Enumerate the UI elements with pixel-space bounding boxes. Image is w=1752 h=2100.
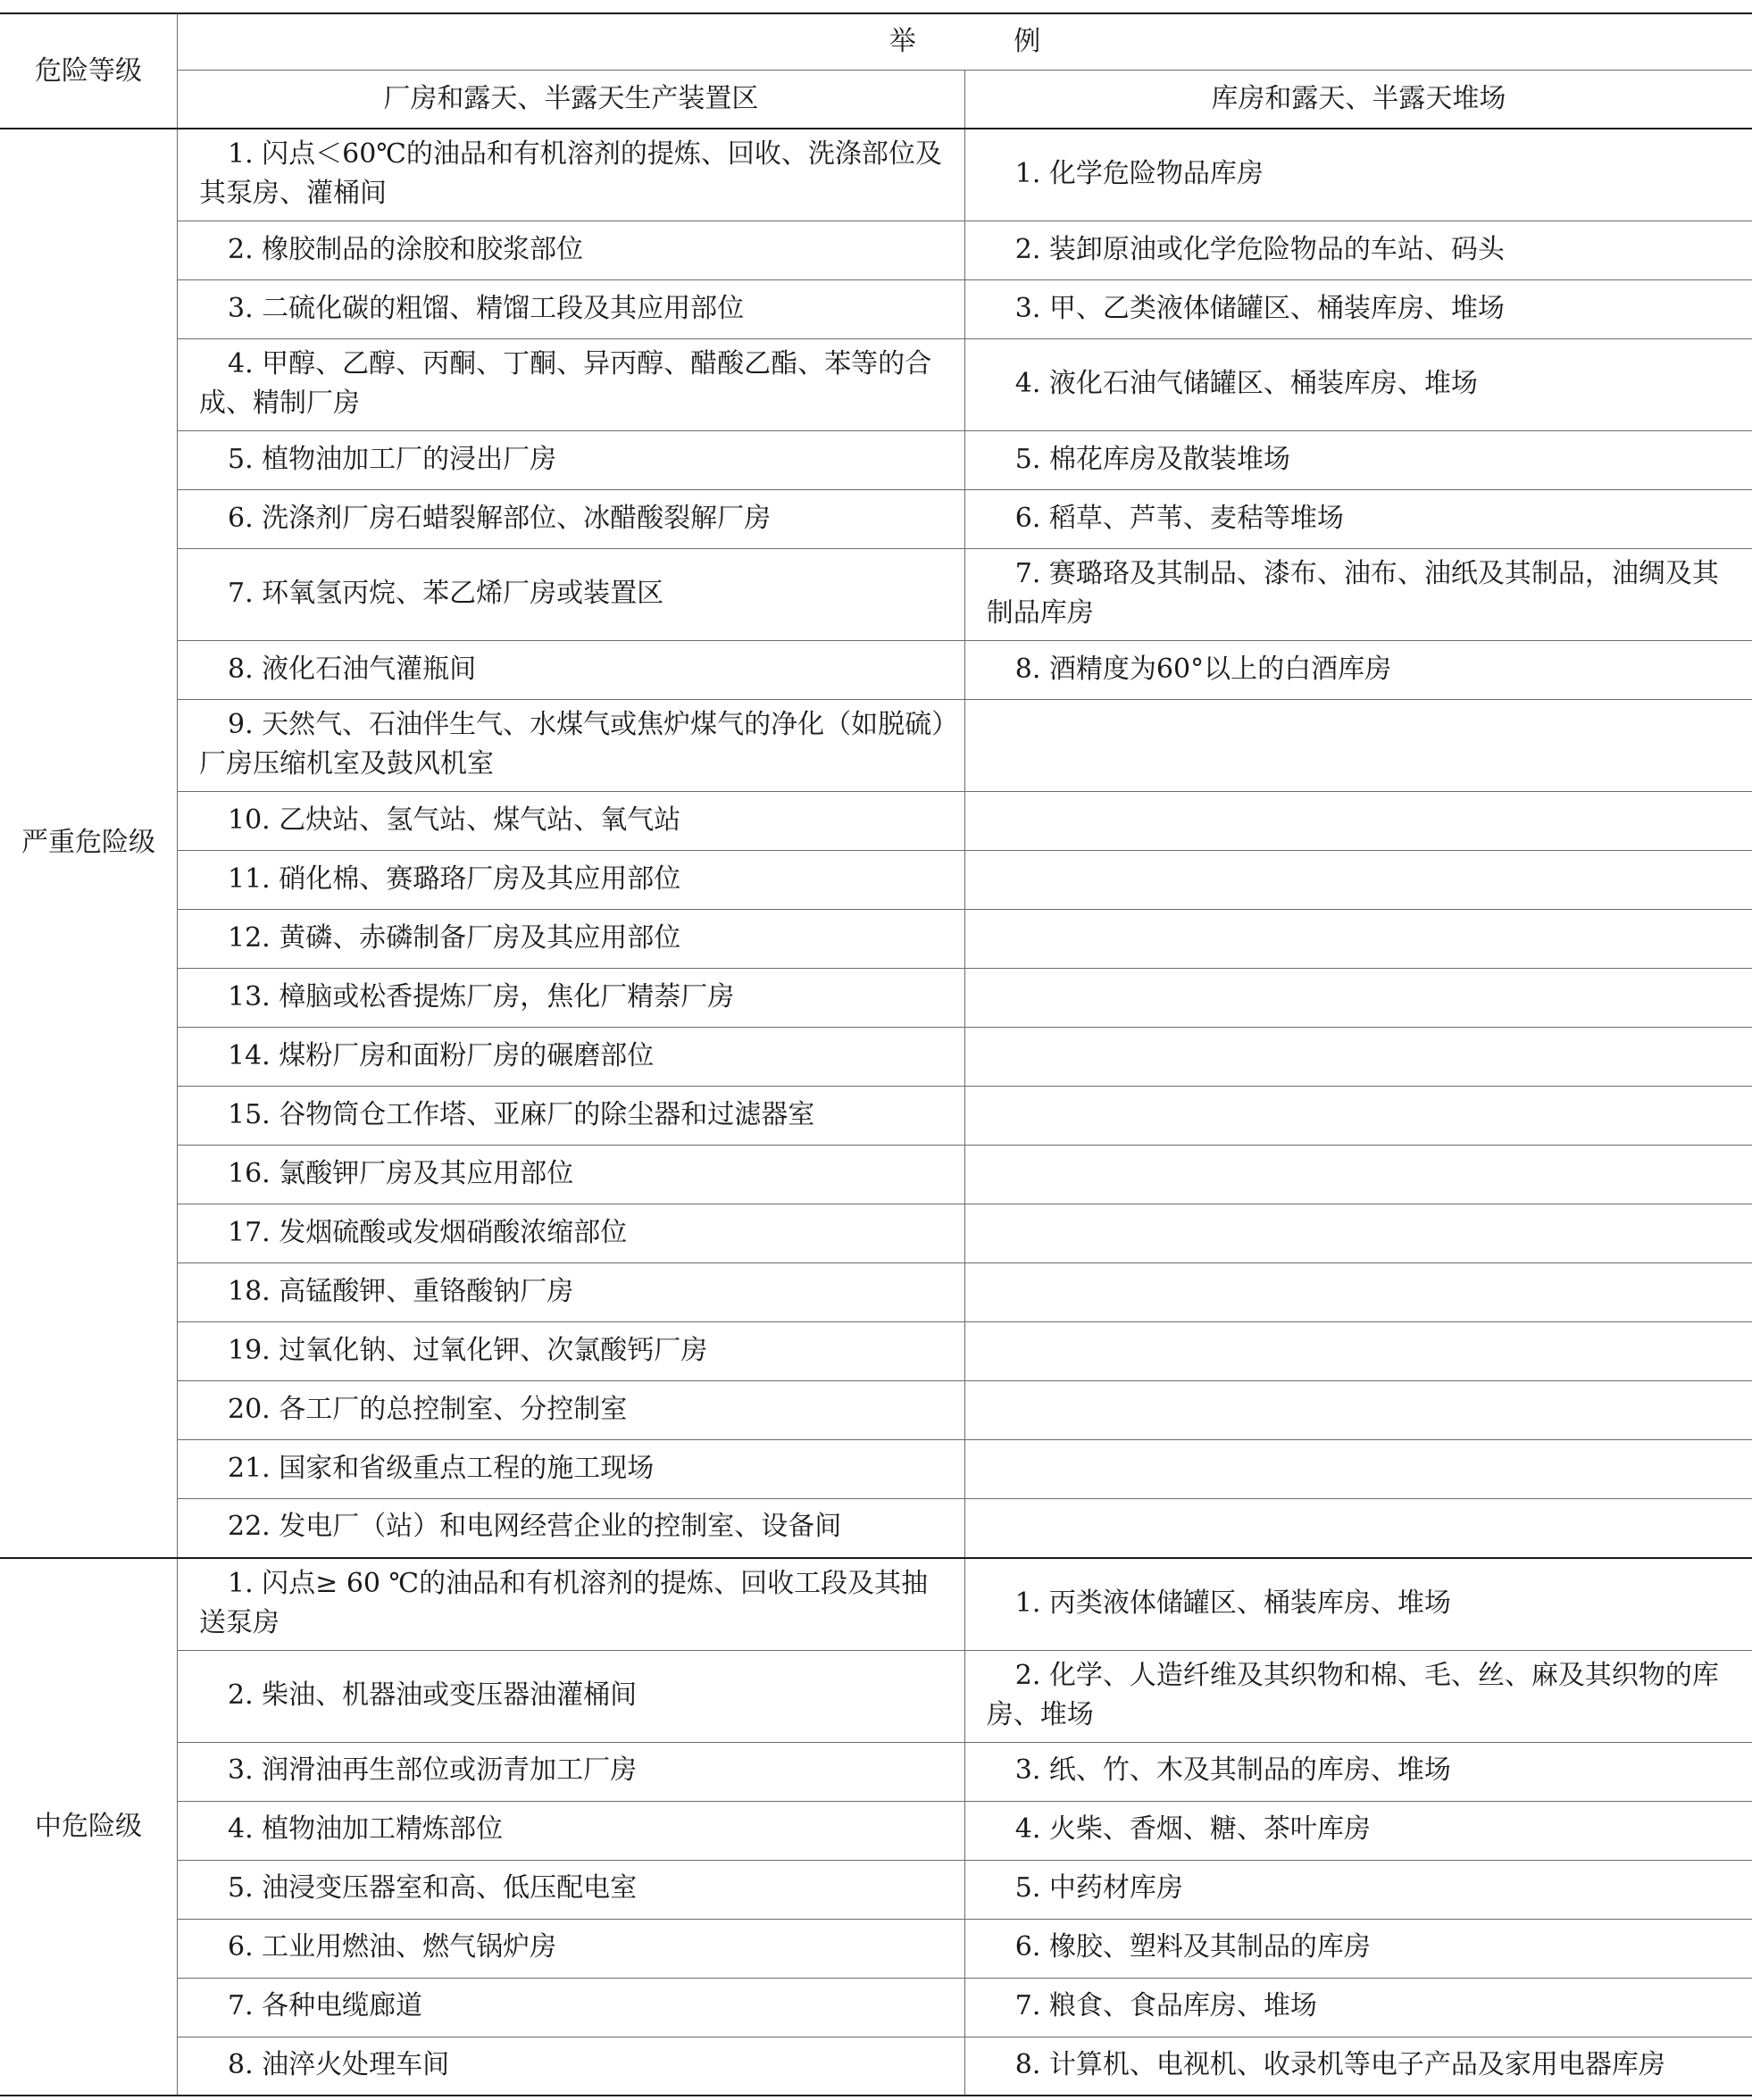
storage-area-text: 1. 化学危险物品库房 bbox=[1014, 158, 1264, 189]
production-area-cell bbox=[178, 792, 965, 851]
storage-area-cell bbox=[964, 969, 1752, 1028]
production-area-cell bbox=[178, 490, 965, 549]
storage-area-text bbox=[965, 739, 1752, 752]
storage-area-cell bbox=[964, 549, 1752, 641]
production-area-cell bbox=[178, 221, 965, 280]
production-area-text: 1. 闪点＜60℃的油品和有机溶剂的提炼、回收、洗涤部位及其泵房、灌桶间 bbox=[199, 138, 942, 209]
storage-area-cell bbox=[964, 431, 1752, 490]
production-area-cell bbox=[178, 549, 965, 641]
production-area-text: 2. 柴油、机器油或变压器油灌桶间 bbox=[228, 1679, 638, 1711]
production-area-text: 8. 油淬火处理车间 bbox=[228, 2048, 450, 2080]
storage-area-text: 5. 中药材库房 bbox=[1014, 1872, 1183, 1904]
table-row bbox=[0, 549, 1752, 641]
storage-area-text bbox=[965, 1346, 1752, 1358]
storage-area-cell bbox=[964, 851, 1752, 910]
production-area-text: 2. 橡胶制品的涂胶和胶浆部位 bbox=[228, 233, 584, 265]
production-area-cell bbox=[178, 1087, 965, 1146]
storage-area-text bbox=[965, 1051, 1752, 1063]
storage-area-text bbox=[965, 1521, 1752, 1534]
production-area-cell bbox=[178, 1204, 965, 1263]
storage-area-cell bbox=[964, 1919, 1752, 1978]
production-area-cell bbox=[178, 910, 965, 969]
storage-area-text: 5. 棉花库房及散装堆场 bbox=[1014, 443, 1290, 475]
storage-area-text bbox=[965, 1169, 1752, 1181]
table-row bbox=[0, 1322, 1752, 1381]
production-area-text: 11. 硝化棉、赛璐珞厂房及其应用部位 bbox=[228, 862, 681, 895]
table-row bbox=[0, 1204, 1752, 1263]
storage-area-text: 2. 装卸原油或化学危险物品的车站、码头 bbox=[1014, 233, 1505, 265]
production-area-text: 7. 各种电缆廊道 bbox=[228, 1990, 423, 2021]
table-row bbox=[0, 1801, 1752, 1860]
table-row bbox=[0, 1742, 1752, 1801]
storage-area-text bbox=[965, 1463, 1752, 1476]
table-row bbox=[0, 851, 1752, 910]
table-row bbox=[0, 641, 1752, 700]
storage-area-text: 8. 计算机、电视机、收录机等电子产品及家用电器库房 bbox=[1014, 2048, 1665, 2080]
storage-area-cell bbox=[964, 1742, 1752, 1801]
storage-area-text: 3. 纸、竹、木及其制品的库房、堆场 bbox=[1014, 1754, 1451, 1786]
table-row bbox=[0, 792, 1752, 851]
storage-area-cell bbox=[964, 280, 1752, 339]
table-row bbox=[0, 1146, 1752, 1204]
production-area-cell bbox=[178, 1860, 965, 1919]
production-area-text: 22. 发电厂（站）和电网经营企业的控制室、设备间 bbox=[228, 1511, 842, 1543]
storage-area-text bbox=[965, 1110, 1752, 1122]
storage-area-text: 7. 赛璐珞及其制品、漆布、油布、油纸及其制品，油绸及其制品库房 bbox=[986, 558, 1719, 629]
storage-area-cell bbox=[964, 1381, 1752, 1440]
storage-area-cell bbox=[964, 641, 1752, 700]
storage-area-cell bbox=[964, 700, 1752, 792]
storage-area-text bbox=[965, 874, 1752, 887]
production-area-cell bbox=[178, 969, 965, 1028]
storage-area-text bbox=[965, 992, 1752, 1004]
production-area-cell bbox=[178, 1650, 965, 1742]
storage-area-cell bbox=[964, 1860, 1752, 1919]
table-row bbox=[0, 1650, 1752, 1742]
storage-area-text: 8. 酒精度为60°以上的白酒库房 bbox=[1014, 653, 1392, 685]
production-area-cell bbox=[178, 851, 965, 910]
table-row bbox=[0, 2037, 1752, 2096]
production-area-cell bbox=[178, 1440, 965, 1499]
storage-area-cell bbox=[964, 1499, 1752, 1558]
production-area-text: 18. 高锰酸钾、重铬酸钠厂房 bbox=[228, 1275, 574, 1307]
production-area-text: 19. 过氧化钠、过氧化钾、次氯酸钙厂房 bbox=[228, 1334, 708, 1366]
storage-area-text: 4. 液化石油气储罐区、桶装库房、堆场 bbox=[1014, 368, 1478, 399]
table-row bbox=[0, 1558, 1752, 1651]
production-area-cell bbox=[178, 1028, 965, 1087]
production-area-cell bbox=[178, 641, 965, 700]
table-row bbox=[0, 1028, 1752, 1087]
table-row bbox=[0, 431, 1752, 490]
production-area-text: 4. 甲醇、乙醇、丙酮、丁酮、异丙醇、醋酸乙酯、苯等的合成、精制厂房 bbox=[199, 348, 932, 419]
storage-area-cell bbox=[964, 1263, 1752, 1322]
production-area-cell bbox=[178, 280, 965, 339]
production-area-cell bbox=[178, 1742, 965, 1801]
storage-area-cell bbox=[964, 1801, 1752, 1860]
header-examples: 举 例 bbox=[178, 13, 1752, 71]
storage-area-cell bbox=[964, 1978, 1752, 2037]
production-area-cell bbox=[178, 129, 965, 221]
production-area-text: 3. 二硫化碳的粗馏、精馏工段及其应用部位 bbox=[228, 292, 745, 324]
header-col-production: 厂房和露天、半露天生产装置区 bbox=[178, 71, 965, 129]
table-row bbox=[0, 1919, 1752, 1978]
production-area-text: 1. 闪点≥ 60 ℃的油品和有机溶剂的提炼、回收工段及其抽送泵房 bbox=[199, 1567, 929, 1638]
production-area-cell bbox=[178, 1263, 965, 1322]
production-area-text: 10. 乙炔站、氢气站、煤气站、氧气站 bbox=[228, 804, 681, 836]
production-area-text: 16. 氯酸钾厂房及其应用部位 bbox=[228, 1157, 574, 1189]
storage-area-text bbox=[965, 1287, 1752, 1299]
hazard-classification-table bbox=[0, 12, 1752, 2096]
hazard-level-cell: 严重危险级 bbox=[0, 129, 178, 1558]
production-area-text: 7. 环氧氢丙烷、苯乙烯厂房或装置区 bbox=[228, 578, 664, 609]
production-area-cell bbox=[178, 1978, 965, 2037]
storage-area-cell bbox=[964, 1204, 1752, 1263]
storage-area-cell bbox=[964, 1322, 1752, 1381]
production-area-cell bbox=[178, 1558, 965, 1651]
storage-area-cell bbox=[964, 910, 1752, 969]
production-area-text: 13. 樟脑或松香提炼厂房，焦化厂精萘厂房 bbox=[228, 980, 735, 1012]
storage-area-text bbox=[965, 815, 1752, 828]
table-row bbox=[0, 1381, 1752, 1440]
production-area-text: 6. 工业用燃油、燃气锅炉房 bbox=[228, 1931, 557, 1962]
storage-area-text: 2. 化学、人造纤维及其织物和棉、毛、丝、麻及其织物的库房、堆场 bbox=[986, 1659, 1719, 1730]
production-area-text: 15. 谷物筒仓工作塔、亚麻厂的除尘器和过滤器室 bbox=[228, 1098, 815, 1130]
production-area-text: 5. 油浸变压器室和高、低压配电室 bbox=[228, 1872, 638, 1904]
storage-area-cell bbox=[964, 1440, 1752, 1499]
storage-area-text: 1. 丙类液体储罐区、桶装库房、堆场 bbox=[1014, 1587, 1451, 1619]
storage-area-text bbox=[965, 1404, 1752, 1417]
production-area-cell bbox=[178, 1322, 965, 1381]
production-area-cell bbox=[178, 1801, 965, 1860]
production-area-cell bbox=[178, 1381, 965, 1440]
table-row bbox=[0, 969, 1752, 1028]
storage-area-cell bbox=[964, 1087, 1752, 1146]
production-area-text: 5. 植物油加工厂的浸出厂房 bbox=[228, 443, 557, 475]
production-area-text: 21. 国家和省级重点工程的施工现场 bbox=[228, 1452, 655, 1484]
storage-area-cell bbox=[964, 2037, 1752, 2096]
table-row bbox=[0, 221, 1752, 280]
storage-area-text bbox=[965, 1228, 1752, 1240]
production-area-text: 9. 天然气、石油伴生气、水煤气或焦炉煤气的净化（如脱硫）厂房压缩机室及鼓风机室 bbox=[199, 709, 946, 779]
header-col-storage: 库房和露天、半露天堆场 bbox=[964, 71, 1752, 129]
production-area-cell bbox=[178, 700, 965, 792]
production-area-text: 4. 植物油加工精炼部位 bbox=[228, 1813, 504, 1845]
production-area-cell bbox=[178, 1499, 965, 1558]
production-area-text: 6. 洗涤剂厂房石蜡裂解部位、冰醋酸裂解厂房 bbox=[228, 502, 772, 534]
storage-area-text: 4. 火柴、香烟、糖、茶叶库房 bbox=[1014, 1813, 1371, 1845]
storage-area-cell bbox=[964, 792, 1752, 851]
storage-area-cell bbox=[964, 221, 1752, 280]
storage-area-cell bbox=[964, 1650, 1752, 1742]
production-area-text: 20. 各工厂的总控制室、分控制室 bbox=[228, 1393, 628, 1425]
storage-area-text: 6. 稻草、芦苇、麦秸等堆场 bbox=[1014, 502, 1344, 534]
table-row bbox=[0, 1860, 1752, 1919]
table-row bbox=[0, 490, 1752, 549]
table-row bbox=[0, 1263, 1752, 1322]
hazard-level-cell: 中危险级 bbox=[0, 1558, 178, 2096]
table-row bbox=[0, 129, 1752, 221]
table-row bbox=[0, 1499, 1752, 1558]
header-level: 危险等级 bbox=[0, 13, 178, 129]
storage-area-text: 6. 橡胶、塑料及其制品的库房 bbox=[1014, 1931, 1371, 1962]
table-row bbox=[0, 280, 1752, 339]
table-row bbox=[0, 1087, 1752, 1146]
table-row bbox=[0, 339, 1752, 431]
production-area-text: 3. 润滑油再生部位或沥青加工厂房 bbox=[228, 1754, 638, 1786]
table-row bbox=[0, 700, 1752, 792]
storage-area-cell bbox=[964, 129, 1752, 221]
storage-area-text bbox=[965, 933, 1752, 946]
storage-area-cell bbox=[964, 1028, 1752, 1087]
production-area-cell bbox=[178, 1919, 965, 1978]
table-row bbox=[0, 910, 1752, 969]
production-area-cell bbox=[178, 431, 965, 490]
production-area-text: 8. 液化石油气灌瓶间 bbox=[228, 653, 477, 685]
production-area-text: 14. 煤粉厂房和面粉厂房的碾磨部位 bbox=[228, 1039, 655, 1071]
storage-area-cell bbox=[964, 339, 1752, 431]
production-area-text: 17. 发烟硫酸或发烟硝酸浓缩部位 bbox=[228, 1216, 628, 1248]
storage-area-cell bbox=[964, 490, 1752, 549]
storage-area-cell bbox=[964, 1558, 1752, 1651]
production-area-cell bbox=[178, 2037, 965, 2096]
storage-area-text: 7. 粮食、食品库房、堆场 bbox=[1014, 1990, 1317, 2021]
production-area-text: 12. 黄磷、赤磷制备厂房及其应用部位 bbox=[228, 921, 681, 954]
storage-area-text: 3. 甲、乙类液体储罐区、桶装库房、堆场 bbox=[1014, 292, 1505, 324]
storage-area-cell bbox=[964, 1146, 1752, 1204]
table-row bbox=[0, 1978, 1752, 2037]
production-area-cell bbox=[178, 339, 965, 431]
production-area-cell bbox=[178, 1146, 965, 1204]
table-row bbox=[0, 1440, 1752, 1499]
